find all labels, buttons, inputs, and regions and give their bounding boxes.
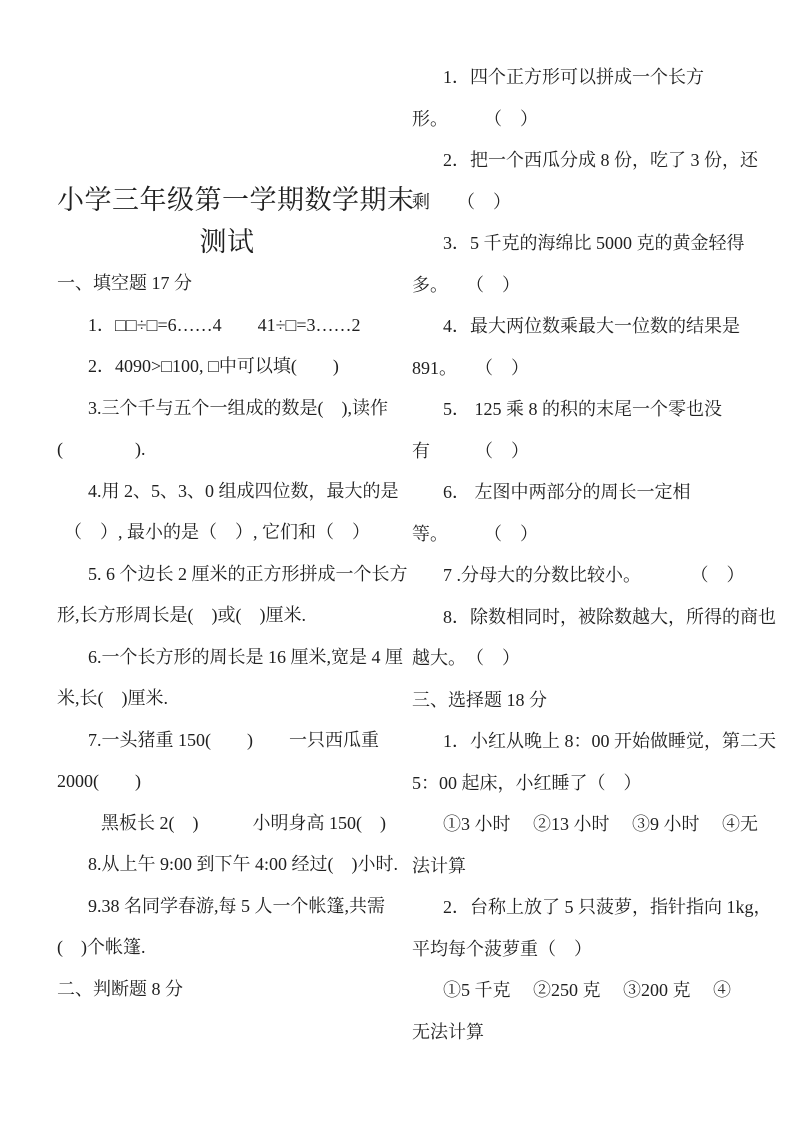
fill-q1: 1．□□÷□=6……4 41÷□=3……2 <box>88 314 361 335</box>
choice-q2-options: ①5 千克 ②250 克 ③200 克 ④ <box>443 980 731 1000</box>
choice-q2-line1: 2．台称上放了 5 只菠萝，指针指向 1kg， <box>443 897 772 917</box>
section-choice-heading: 三、选择题 18 分 <box>412 689 547 710</box>
choice-q2-line2: 平均每个菠萝重（ ） <box>412 938 592 959</box>
fill-q2: 2．4090>□100, □中可以填( ) <box>88 356 339 376</box>
left-column-lines <box>57 263 408 1010</box>
fill-q9-line1: 9.38 名同学春游,每 5 人一个帐篷,共需 <box>88 895 385 916</box>
judge-q8-line1: 8．除数相同时，被除数越大，所得的商也 <box>443 606 776 627</box>
fill-q3-line2: ( ). <box>57 439 146 459</box>
judge-q6-line2: 等。 （ ） <box>412 523 538 544</box>
section-fill-in-heading: 一、填空题 17 分 <box>57 273 192 293</box>
choice-q1-line1: 1．小红从晚上 8：00 开始做睡觉，第二天 <box>443 731 776 751</box>
judge-q7: 7 .分母大的分数比较小。 （ ） <box>443 565 745 585</box>
exam-title-line-1: 小学三年级第一学期数学期末 <box>57 185 415 216</box>
judge-q4-line2: 891。 （ ） <box>412 357 529 378</box>
fill-q4-line2: （ ）, 最小的是（ ）, 它们和（ ） <box>64 522 370 542</box>
judge-q3-line1: 3．5 千克的海绵比 5000 克的黄金轻得 <box>443 233 745 253</box>
section-judge-heading: 二、判断题 8 分 <box>57 978 183 999</box>
fill-q5-line1: 5. 6 个边长 2 厘米的正方形拼成一个长方 <box>88 563 408 584</box>
choice-q2-options-wrap: 无法计算 <box>412 1021 484 1042</box>
fill-q7-line3: 黑板长 2( ) 小明身高 150( ) <box>101 812 386 833</box>
choice-q1-line2: 5：00 起床，小红睡了（ ） <box>412 772 642 793</box>
exam-title-line-2: 测试 <box>199 226 255 258</box>
judge-q5-line2: 有 （ ） <box>412 440 529 461</box>
right-column-lines <box>412 57 776 1053</box>
fill-q3-line1: 3.三个千与五个一组成的数是( ),读作 <box>88 397 388 418</box>
fill-q7-line1: 7.一头猪重 150( ) 一只西瓜重 <box>88 729 379 750</box>
left-column <box>57 180 415 1010</box>
judge-q4-line1: 4．最大两位数乘最大一位数的结果是 <box>443 316 740 336</box>
fill-q7-line2: 2000( ) <box>57 771 141 791</box>
fill-q8: 8.从上午 9:00 到下午 4:00 经过( )小时. <box>88 854 398 874</box>
judge-q1-line2: 形。 （ ） <box>412 108 538 129</box>
judge-q2-line1: 2．把一个西瓜分成 8 份，吃了 3 份，还 <box>443 150 758 170</box>
right-column <box>412 57 776 1053</box>
judge-q1-line1: 1．四个正方形可以拼成一个长方 <box>443 67 704 87</box>
fill-q6-line2: 米,长( )厘米. <box>57 688 168 708</box>
judge-q2-line2: 剩 （ ） <box>412 191 511 212</box>
choice-q1-options-wrap: 法计算 <box>412 855 466 876</box>
choice-q1-options: ①3 小时 ②13 小时 ③9 小时 ④无 <box>443 814 758 834</box>
fill-q4-line1: 4.用 2、5、3、0 组成四位数，最大的是 <box>88 480 399 501</box>
judge-q3-line2: 多。 （ ） <box>412 274 520 295</box>
judge-q5-line1: 5． 125 乘 8 的积的末尾一个零也没 <box>443 399 722 419</box>
judge-q8-line2: 越大。 （ ） <box>412 648 520 668</box>
fill-q6-line1: 6.一个长方形的周长是 16 厘米,宽是 4 厘 <box>88 646 403 667</box>
fill-q9-line2: ( )个帐篷. <box>57 937 146 957</box>
judge-q6-line1: 6． 左图中两部分的周长一定相 <box>443 482 691 502</box>
fill-q5-line2: 形,长方形周长是( )或( )厘米. <box>57 605 306 625</box>
